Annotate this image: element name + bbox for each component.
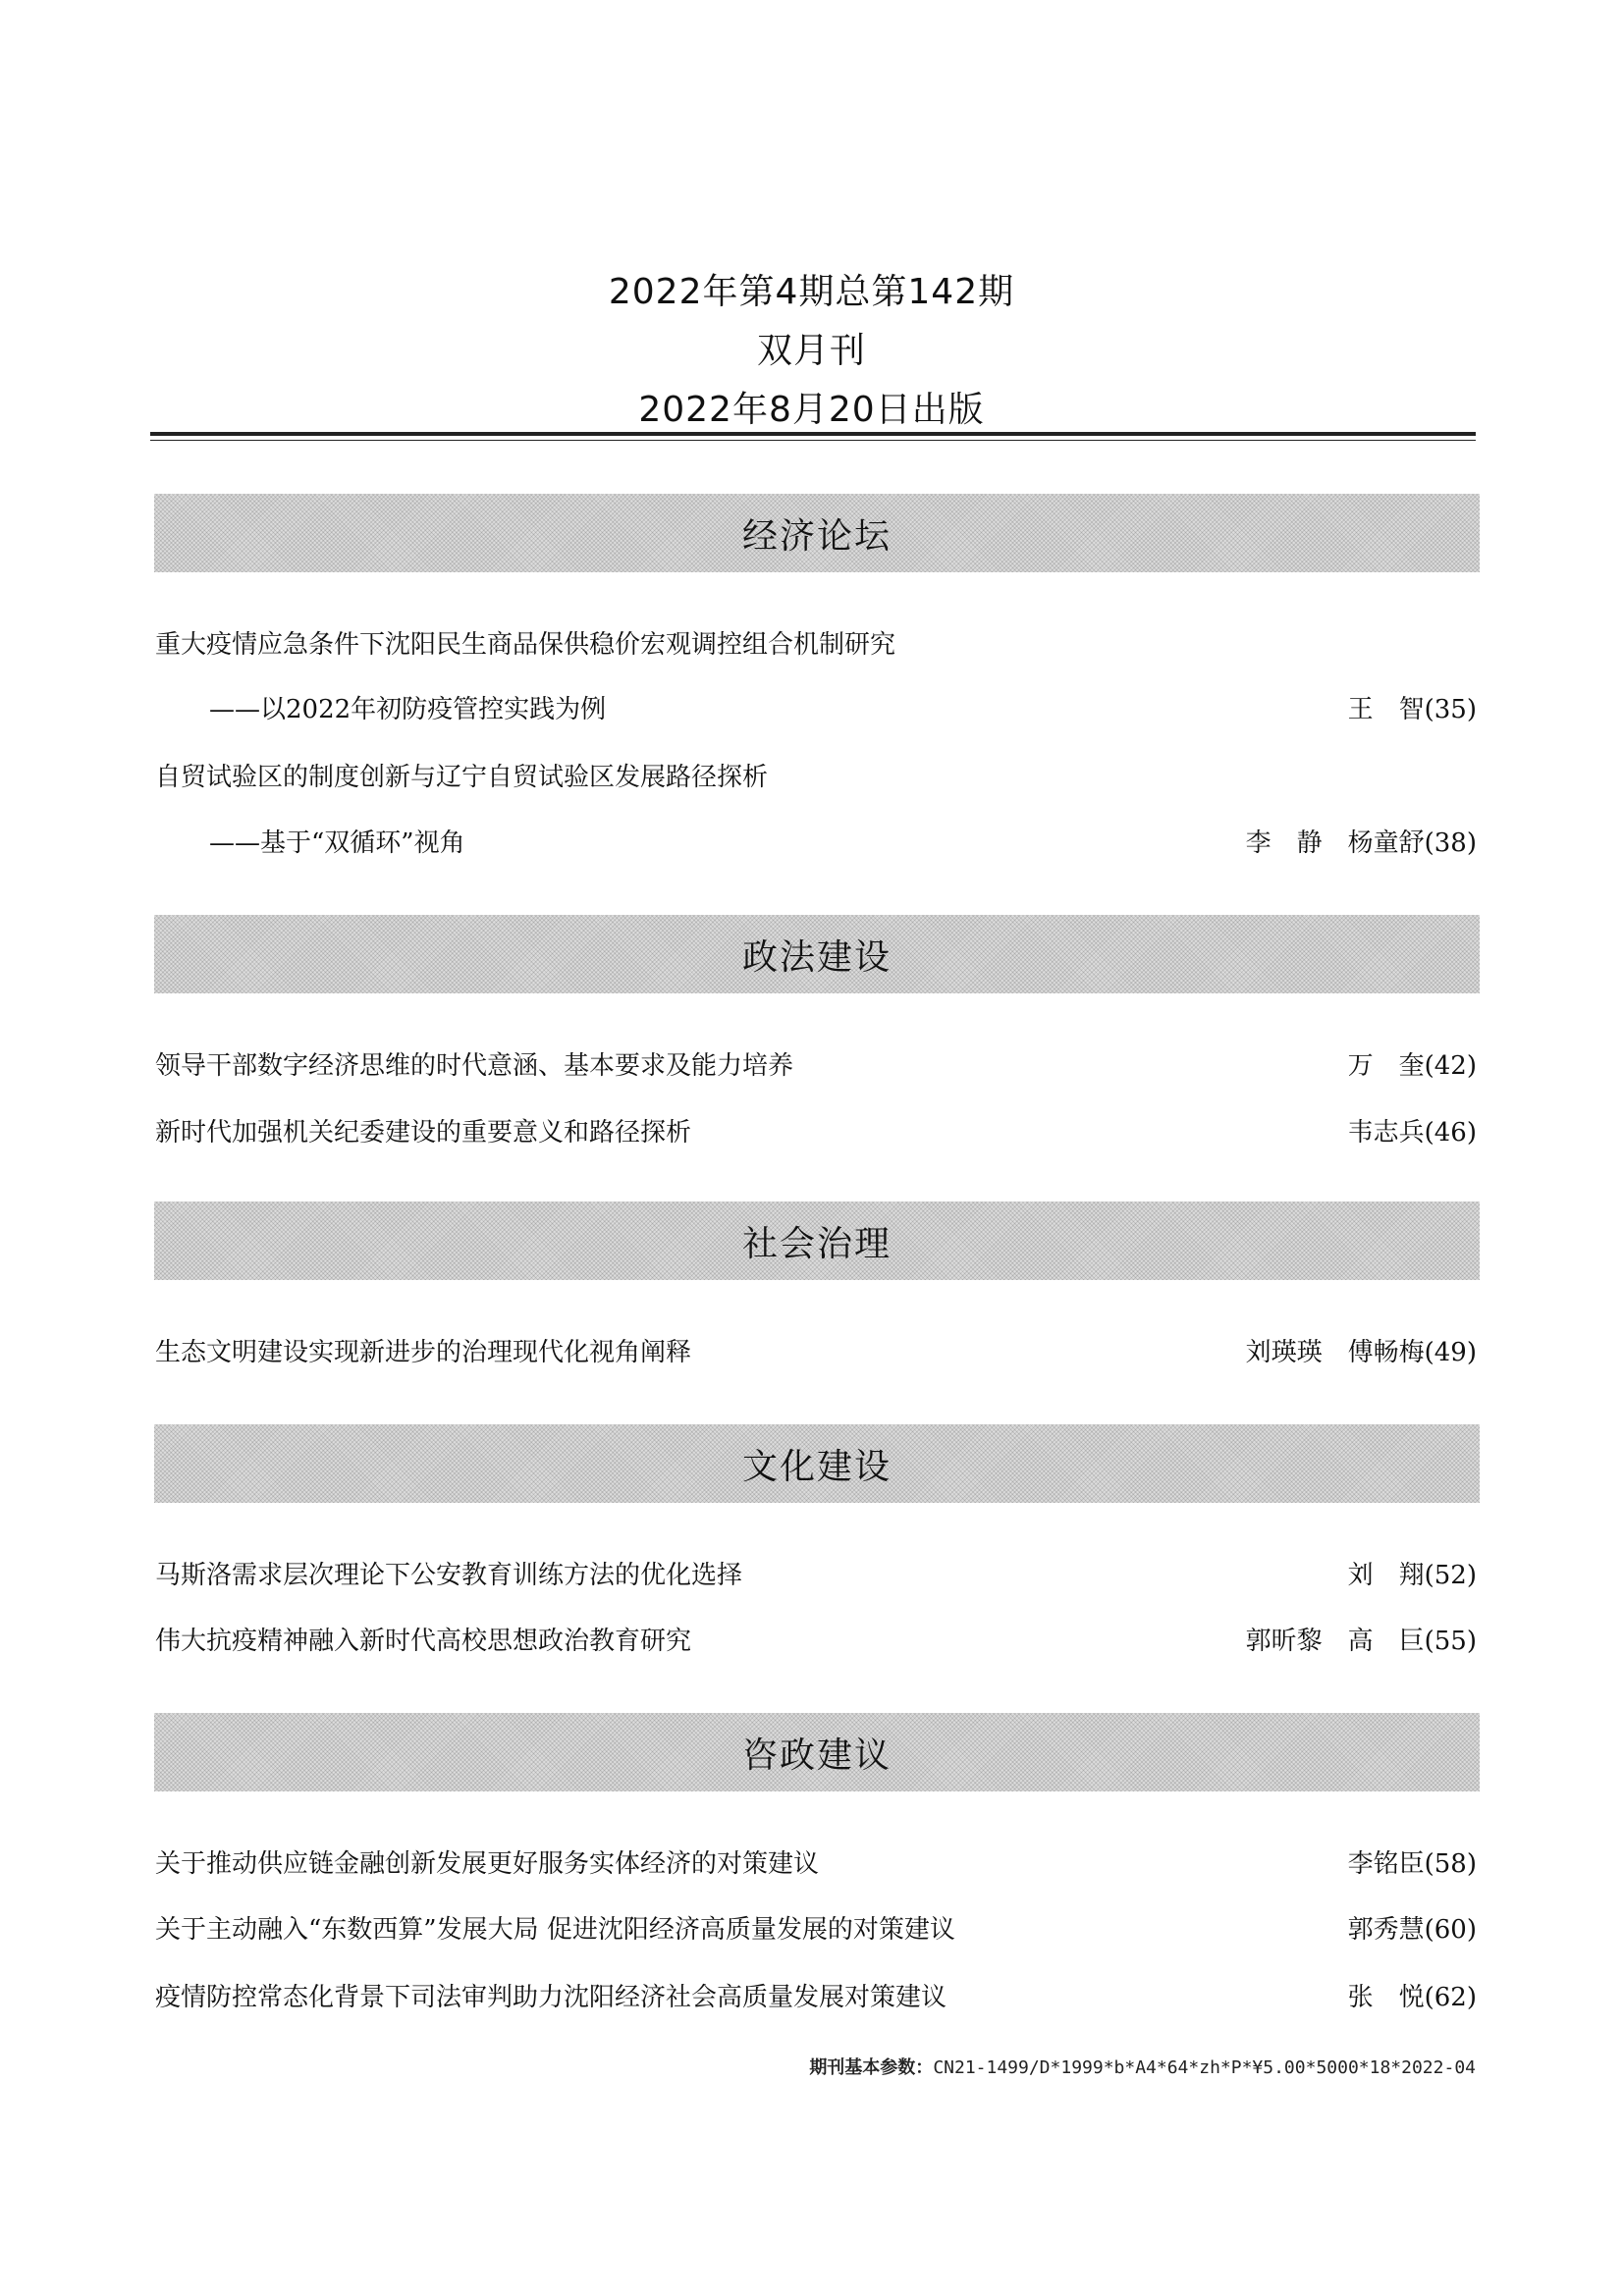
journal-parameters bbox=[809, 2054, 1476, 2079]
publication-date: 2022年8月20日出版 bbox=[638, 390, 985, 430]
article-title: 重大疫情应急条件下沈阳民生商品保供稳价宏观调控组合机制研究 bbox=[155, 629, 896, 660]
article-author-page: 王 智(35) bbox=[1347, 694, 1477, 724]
toc-entry[interactable] bbox=[155, 1905, 1477, 1949]
section-heading bbox=[154, 1424, 1480, 1503]
journal-parameters-value: CN21-1499/D*1999*b*A4*64*zh*P*¥5.00*5000*18*2022-04 bbox=[933, 2057, 1476, 2078]
article-title: 伟大抗疫精神融入新时代高校思想政治教育研究 bbox=[155, 1626, 692, 1656]
article-title: 领导干部数字经济思维的时代意涵、基本要求及能力培养 bbox=[155, 1050, 794, 1081]
article-author-page: 郭昕黎 高 巨(55) bbox=[1245, 1626, 1477, 1656]
article-author-page: 刘 翔(52) bbox=[1347, 1560, 1477, 1590]
toc-entry[interactable] bbox=[155, 1041, 1477, 1085]
toc-entry[interactable] bbox=[155, 1840, 1477, 1883]
toc-entry[interactable] bbox=[155, 1973, 1477, 2016]
section-title: 政法建设 bbox=[741, 936, 892, 978]
article-title: 疫情防控常态化背景下司法审判助力沈阳经济社会高质量发展对策建议 bbox=[155, 1982, 947, 2012]
toc-entry[interactable] bbox=[155, 620, 1477, 664]
journal-parameters-label: 期刊基本参数： bbox=[809, 2057, 934, 2078]
header-rule-thin bbox=[150, 440, 1476, 441]
issue-number: 2022年第4期总第142期 bbox=[608, 272, 1015, 312]
section-heading bbox=[154, 494, 1480, 572]
article-title: 生态文明建设实现新进步的治理现代化视角阐释 bbox=[155, 1337, 692, 1367]
article-author-page: 李铭臣(58) bbox=[1347, 1848, 1477, 1879]
article-author-page: 刘瑛瑛 傅畅梅(49) bbox=[1245, 1337, 1477, 1367]
toc-entry[interactable] bbox=[155, 1108, 1477, 1151]
article-title: 新时代加强机关纪委建设的重要意义和路径探析 bbox=[155, 1117, 692, 1148]
article-title: 自贸试验区的制度创新与辽宁自贸试验区发展路径探析 bbox=[155, 762, 769, 792]
section-heading bbox=[154, 915, 1480, 993]
toc-entry[interactable] bbox=[155, 685, 1477, 728]
toc-entry[interactable] bbox=[155, 753, 1477, 796]
section-title: 社会治理 bbox=[741, 1223, 892, 1264]
toc-entry[interactable] bbox=[155, 1551, 1477, 1594]
article-title: 马斯洛需求层次理论下公安教育训练方法的优化选择 bbox=[155, 1560, 743, 1590]
article-author-page: 郭秀慧(60) bbox=[1347, 1914, 1477, 1945]
issue-header bbox=[0, 263, 1623, 440]
article-author-page: 万 奎(42) bbox=[1347, 1050, 1477, 1081]
header-rule bbox=[150, 432, 1476, 436]
article-author-page: 韦志兵(46) bbox=[1347, 1117, 1477, 1148]
article-subtitle: ——以2022年初防疫管控实践为例 bbox=[209, 694, 607, 724]
section-title: 咨政建议 bbox=[741, 1735, 892, 1776]
article-title: 关于推动供应链金融创新发展更好服务实体经济的对策建议 bbox=[155, 1848, 820, 1879]
section-heading bbox=[154, 1713, 1480, 1791]
section-title: 经济论坛 bbox=[741, 515, 892, 557]
article-subtitle: ——基于“双循环”视角 bbox=[209, 828, 465, 858]
publication-frequency: 双月刊 bbox=[756, 331, 866, 371]
section-heading bbox=[154, 1201, 1480, 1280]
toc-entry[interactable] bbox=[155, 1617, 1477, 1660]
section-title: 文化建设 bbox=[741, 1446, 892, 1487]
toc-entry[interactable] bbox=[155, 819, 1477, 862]
article-author-page: 张 悦(62) bbox=[1347, 1982, 1477, 2012]
article-title: 关于主动融入“东数西算”发展大局 促进沈阳经济高质量发展的对策建议 bbox=[155, 1914, 955, 1945]
article-author-page: 李 静 杨童舒(38) bbox=[1245, 828, 1477, 858]
toc-entry[interactable] bbox=[155, 1328, 1477, 1371]
